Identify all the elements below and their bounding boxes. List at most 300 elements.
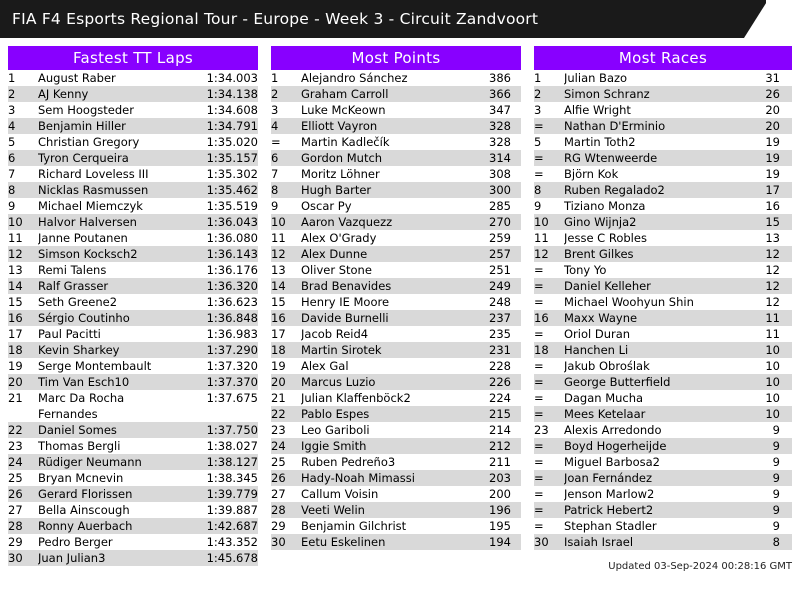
table-row: [8, 374, 258, 390]
row-position: =: [534, 375, 544, 389]
table-row: [8, 534, 258, 550]
driver-name-line: Pablo Espes: [301, 407, 370, 421]
row-driver-name: [38, 294, 196, 310]
table-fastest-tt-laps: [8, 70, 258, 566]
table-row: [8, 454, 258, 470]
row-value: 328: [489, 119, 511, 133]
table-row: [271, 214, 521, 230]
row-value: 1:38.127: [206, 455, 258, 469]
row-driver-name: [301, 406, 471, 422]
row-value: 200: [489, 487, 511, 501]
row-driver-name: [301, 278, 471, 294]
table-row: [534, 390, 792, 406]
table-row: [8, 518, 258, 534]
row-driver-name: [301, 358, 471, 374]
driver-name-line: Joan Fernández: [564, 471, 653, 485]
row-value: 211: [489, 455, 511, 469]
row-position: 18: [8, 343, 23, 357]
driver-name-line: Martin Sirotek: [301, 343, 382, 357]
row-driver-name: [38, 214, 196, 230]
driver-name-line: Sérgio Coutinho: [38, 311, 130, 325]
row-driver-name: [38, 374, 196, 390]
row-driver-name: [301, 502, 471, 518]
column-header-most-races: Most Races: [534, 46, 792, 70]
row-position: 13: [8, 263, 23, 277]
table-row: [8, 278, 258, 294]
driver-name-line: Martin Toth2: [564, 135, 636, 149]
driver-name-line: Daniel Kelleher: [564, 279, 651, 293]
row-driver-name: [301, 342, 471, 358]
table-row: [8, 326, 258, 342]
row-value: 1:34.608: [206, 103, 258, 117]
row-value: 285: [489, 199, 511, 213]
table-row: [271, 342, 521, 358]
row-value: 13: [765, 231, 780, 245]
row-position: 21: [271, 391, 286, 405]
table-row: [534, 182, 792, 198]
row-driver-name: [38, 262, 196, 278]
row-position: =: [534, 439, 544, 453]
table-most-races: [534, 70, 792, 550]
driver-name-line: Eetu Eskelinen: [301, 535, 386, 549]
driver-name-line: Bryan Mcnevin: [38, 471, 124, 485]
table-row: [271, 118, 521, 134]
row-driver-name: [564, 438, 752, 454]
driver-name-line: Gino Wijnja2: [564, 215, 637, 229]
row-position: 16: [8, 311, 23, 325]
row-driver-name: [564, 198, 752, 214]
row-driver-name: [564, 166, 752, 182]
row-position: 12: [534, 247, 549, 261]
row-position: =: [534, 391, 544, 405]
row-position: 21: [8, 391, 23, 405]
row-position: 18: [534, 343, 549, 357]
table-row: [271, 230, 521, 246]
table-row: [534, 198, 792, 214]
row-value: 9: [772, 471, 780, 485]
row-position: 14: [8, 279, 23, 293]
row-driver-name: [301, 262, 471, 278]
row-driver-name: [38, 102, 196, 118]
table-row: [8, 262, 258, 278]
table-row: [534, 246, 792, 262]
row-position: 15: [271, 295, 286, 309]
row-driver-name: [301, 166, 471, 182]
row-position: 7: [8, 167, 16, 181]
table-row: [8, 550, 258, 566]
driver-name-line: Gerard Florissen: [38, 487, 133, 501]
row-position: 23: [8, 439, 23, 453]
row-value: 1:37.290: [206, 343, 258, 357]
table-row: [8, 182, 258, 198]
row-position: 11: [271, 231, 286, 245]
row-driver-name: [38, 326, 196, 342]
driver-name-line: Sem Hoogsteder: [38, 103, 134, 117]
row-value: 10: [765, 407, 780, 421]
driver-name-line: Dagan Mucha: [564, 391, 644, 405]
table-row: [8, 150, 258, 166]
row-value: 12: [765, 295, 780, 309]
row-value: 1:36.848: [206, 311, 258, 325]
driver-name-line: Callum Voisin: [301, 487, 379, 501]
table-row: [534, 342, 792, 358]
table-row: [8, 310, 258, 326]
row-driver-name: [564, 102, 752, 118]
row-position: 30: [271, 535, 286, 549]
row-value: 226: [489, 375, 511, 389]
table-row: [271, 486, 521, 502]
row-value: 15: [765, 215, 780, 229]
table-row: [534, 454, 792, 470]
driver-name-line: Daniel Somes: [38, 423, 117, 437]
table-row: [534, 374, 792, 390]
row-value: 9: [772, 439, 780, 453]
table-row: [271, 70, 521, 86]
row-position: 11: [8, 231, 23, 245]
table-row: [534, 70, 792, 86]
row-value: 248: [489, 295, 511, 309]
row-driver-name: [38, 246, 196, 262]
row-driver-name: [38, 454, 196, 470]
driver-name-line: Veeti Welin: [301, 503, 365, 517]
row-driver-name: [564, 262, 752, 278]
row-position: =: [534, 359, 544, 373]
row-position: =: [534, 151, 544, 165]
driver-name-line: Richard Loveless III: [38, 167, 149, 181]
driver-name-line: George Butterfield: [564, 375, 671, 389]
row-position: 1: [8, 71, 16, 85]
table-row: [271, 86, 521, 102]
row-position: 3: [271, 103, 279, 117]
row-value: 251: [489, 263, 511, 277]
row-driver-name: [301, 390, 471, 406]
table-row: [8, 70, 258, 86]
row-driver-name: [38, 310, 196, 326]
row-driver-name: [564, 486, 752, 502]
driver-name-line: Ruben Regalado2: [564, 183, 665, 197]
row-driver-name: [38, 198, 196, 214]
row-position: 10: [534, 215, 549, 229]
row-driver-name: [564, 358, 752, 374]
row-value: 9: [772, 503, 780, 517]
table-row: [534, 470, 792, 486]
row-value: 26: [765, 87, 780, 101]
driver-name-line: Tim Van Esch10: [38, 375, 130, 389]
table-row: [534, 502, 792, 518]
driver-name-line: Benjamin Gilchrist: [301, 519, 407, 533]
row-value: 9: [772, 455, 780, 469]
row-position: 9: [534, 199, 542, 213]
row-position: 13: [271, 263, 286, 277]
table-row: [8, 438, 258, 454]
table-row: [534, 310, 792, 326]
table-row: [8, 86, 258, 102]
column-header-most-points: Most Points: [271, 46, 521, 70]
table-row: [534, 102, 792, 118]
driver-name-line: Janne Poutanen: [38, 231, 128, 245]
driver-name-line: Graham Carroll: [301, 87, 389, 101]
driver-name-line: Boyd Hogerheijde: [564, 439, 667, 453]
row-value: 12: [765, 247, 780, 261]
driver-name-line: Pedro Berger: [38, 535, 113, 549]
driver-name-line: Alejandro Sánchez: [301, 71, 408, 85]
row-value: 1:35.462: [206, 183, 258, 197]
table-row: [271, 182, 521, 198]
row-driver-name: [38, 134, 196, 150]
driver-name-line: Iggie Smith: [301, 439, 367, 453]
driver-name-line: Alex Dunne: [301, 247, 368, 261]
row-position: =: [534, 263, 544, 277]
row-driver-name: [301, 246, 471, 262]
table-row: [534, 86, 792, 102]
row-value: 1:38.027: [206, 439, 258, 453]
row-driver-name: [38, 550, 196, 566]
driver-name-line: Nathan D'Erminio: [564, 119, 666, 133]
row-position: 6: [8, 151, 16, 165]
row-value: 12: [765, 263, 780, 277]
driver-name-line: AJ Kenny: [38, 87, 89, 101]
row-driver-name: [301, 374, 471, 390]
row-driver-name: [301, 86, 471, 102]
row-value: 249: [489, 279, 511, 293]
table-row: [8, 118, 258, 134]
row-value: 1:39.887: [206, 503, 258, 517]
table-row: [271, 166, 521, 182]
driver-name-line: Bella Ainscough: [38, 503, 130, 517]
row-value: 1:36.080: [206, 231, 258, 245]
table-row: [534, 278, 792, 294]
table-row: [271, 438, 521, 454]
row-value: 1:36.176: [206, 263, 258, 277]
row-driver-name: [38, 390, 196, 422]
row-position: 9: [8, 199, 16, 213]
row-driver-name: [564, 70, 752, 86]
table-most-points: [271, 70, 521, 550]
driver-name-line: Alex O'Grady: [301, 231, 377, 245]
table-row: [534, 518, 792, 534]
row-value: 1:36.983: [206, 327, 258, 341]
row-position: 17: [8, 327, 23, 341]
driver-name-line: Jacob Reid4: [301, 327, 369, 341]
row-driver-name: [564, 86, 752, 102]
row-position: 19: [271, 359, 286, 373]
row-driver-name: [38, 230, 196, 246]
table-row: [271, 422, 521, 438]
table-row: [271, 198, 521, 214]
driver-name-line: Luke McKeown: [301, 103, 386, 117]
driver-name-line: Marcus Luzio: [301, 375, 376, 389]
row-position: 2: [271, 87, 279, 101]
row-value: 19: [765, 167, 780, 181]
table-row: [8, 422, 258, 438]
row-driver-name: [564, 246, 752, 262]
driver-name-line: Oscar Py: [301, 199, 352, 213]
row-value: 1:35.020: [206, 135, 258, 149]
row-driver-name: [564, 454, 752, 470]
row-position: 17: [271, 327, 286, 341]
driver-name-line: Rüdiger Neumann: [38, 455, 142, 469]
driver-name-line: Simon Schranz: [564, 87, 650, 101]
row-position: 16: [271, 311, 286, 325]
row-value: 1:42.687: [206, 519, 258, 533]
row-driver-name: [38, 86, 196, 102]
row-value: 11: [765, 327, 780, 341]
row-position: 24: [8, 455, 23, 469]
driver-name-line: Hugh Barter: [301, 183, 372, 197]
row-driver-name: [301, 182, 471, 198]
table-row: [8, 102, 258, 118]
table-row: [534, 214, 792, 230]
row-value: 215: [489, 407, 511, 421]
title-banner: [0, 0, 800, 38]
driver-name-line: Ralf Grasser: [38, 279, 109, 293]
driver-name-line: Leo Gariboli: [301, 423, 370, 437]
driver-name-line: Paul Pacitti: [38, 327, 101, 341]
row-driver-name: [564, 342, 752, 358]
table-body: [271, 70, 521, 550]
row-position: 23: [271, 423, 286, 437]
row-value: 314: [489, 151, 511, 165]
row-position: 1: [271, 71, 279, 85]
row-position: 15: [8, 295, 23, 309]
row-value: 10: [765, 359, 780, 373]
row-driver-name: [38, 166, 196, 182]
row-driver-name: [301, 438, 471, 454]
row-position: 4: [271, 119, 279, 133]
driver-name-line-2: Fernandes: [38, 407, 98, 421]
row-position: 25: [8, 471, 23, 485]
row-value: 20: [765, 119, 780, 133]
row-position: 8: [534, 183, 542, 197]
row-position: 6: [271, 151, 279, 165]
row-value: 270: [489, 215, 511, 229]
row-position: 12: [8, 247, 23, 261]
row-value: 1:36.043: [206, 215, 258, 229]
row-driver-name: [564, 502, 752, 518]
row-position: 20: [271, 375, 286, 389]
row-position: 5: [534, 135, 542, 149]
row-position: 19: [8, 359, 23, 373]
row-driver-name: [301, 422, 471, 438]
row-value: 1:39.779: [206, 487, 258, 501]
row-value: 17: [765, 183, 780, 197]
row-driver-name: [301, 134, 471, 150]
table-row: [8, 294, 258, 310]
driver-name-line: Maxx Wayne: [564, 311, 638, 325]
table-row: [271, 518, 521, 534]
column-fastest-tt-laps: [8, 46, 258, 566]
row-driver-name: [301, 486, 471, 502]
row-driver-name: [564, 278, 752, 294]
table-row: [534, 230, 792, 246]
row-value: 1:35.519: [206, 199, 258, 213]
table-row: [271, 134, 521, 150]
table-row: [271, 534, 521, 550]
driver-name-line: Remi Talens: [38, 263, 107, 277]
driver-name-line: Isaiah Israel: [564, 535, 634, 549]
row-position: 29: [8, 535, 23, 549]
table-row: [534, 406, 792, 422]
row-value: 16: [765, 199, 780, 213]
row-driver-name: [38, 278, 196, 294]
table-row: [534, 166, 792, 182]
driver-name-line: Davide Burnelli: [301, 311, 389, 325]
row-position: 3: [534, 103, 542, 117]
row-position: 4: [8, 119, 16, 133]
row-value: 1:37.320: [206, 359, 258, 373]
table-row: [8, 198, 258, 214]
table-row: [271, 406, 521, 422]
driver-name-line: Martin Kadlečík: [301, 135, 390, 149]
row-position: =: [534, 503, 544, 517]
row-position: 10: [8, 215, 23, 229]
table-row: [534, 326, 792, 342]
row-value: 8: [772, 535, 780, 549]
row-value: 1:35.157: [206, 151, 258, 165]
row-value: 386: [489, 71, 511, 85]
row-position: 16: [534, 311, 549, 325]
table-row: [271, 278, 521, 294]
driver-name-line: Brad Benavides: [301, 279, 392, 293]
row-value: 1:37.675: [206, 391, 258, 405]
row-value: 194: [489, 535, 511, 549]
table-row: [271, 374, 521, 390]
driver-name-line: Jakub Obroślak: [564, 359, 650, 373]
row-driver-name: [564, 470, 752, 486]
row-driver-name: [38, 470, 196, 486]
driver-name-line: Aaron Vazquezz: [301, 215, 393, 229]
driver-name-line: Elliott Vayron: [301, 119, 378, 133]
row-position: 5: [8, 135, 16, 149]
table-row: [534, 486, 792, 502]
row-driver-name: [564, 214, 752, 230]
row-driver-name: [301, 294, 471, 310]
row-position: =: [534, 519, 544, 533]
row-position: 3: [8, 103, 16, 117]
driver-name-line: Moritz Löhner: [301, 167, 380, 181]
page-title: FIA F4 Esports Regional Tour - Europe - Week 3 - Circuit Zandvoort: [12, 10, 539, 28]
driver-name-line: Thomas Bergli: [38, 439, 121, 453]
row-value: 9: [772, 487, 780, 501]
row-position: =: [534, 167, 544, 181]
row-position: =: [534, 487, 544, 501]
row-position: 28: [271, 503, 286, 517]
row-value: 228: [489, 359, 511, 373]
table-row: [8, 246, 258, 262]
driver-name-line: Ronny Auerbach: [38, 519, 133, 533]
row-driver-name: [301, 230, 471, 246]
row-value: 257: [489, 247, 511, 261]
driver-name-line: Julian Klaffenböck2: [301, 391, 411, 405]
driver-name-line: Hanchen Li: [564, 343, 629, 357]
row-position: =: [271, 135, 281, 149]
row-position: 18: [271, 343, 286, 357]
row-driver-name: [564, 230, 752, 246]
row-position: 12: [271, 247, 286, 261]
row-driver-name: [38, 486, 196, 502]
driver-name-line: Björn Kok: [564, 167, 619, 181]
driver-name-line: Stephan Stadler: [564, 519, 657, 533]
row-driver-name: [564, 310, 752, 326]
row-position: 24: [271, 439, 286, 453]
row-value: 366: [489, 87, 511, 101]
row-value: 214: [489, 423, 511, 437]
row-driver-name: [564, 422, 752, 438]
row-value: 10: [765, 375, 780, 389]
row-position: 7: [271, 167, 279, 181]
row-value: 19: [765, 135, 780, 149]
row-driver-name: [564, 134, 752, 150]
